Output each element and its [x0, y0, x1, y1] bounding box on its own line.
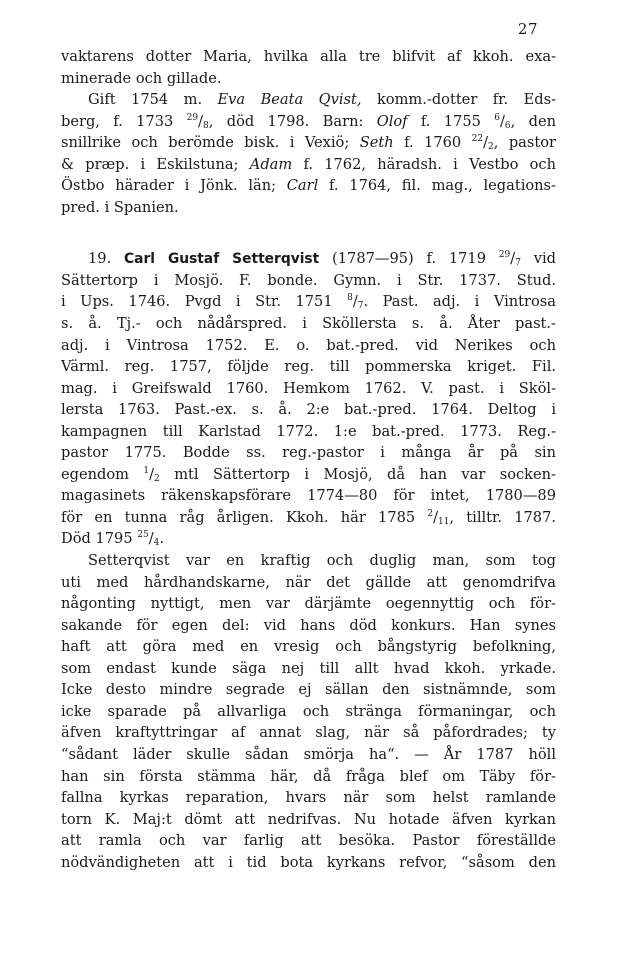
text-line: lersta 1763. Past.-ex. s. å. 2:e bat.-pred. 1764. Deltog i — [61, 401, 556, 419]
text-line: Sättertorp i Mosjö. F. bonde. Gymn. i Str. 1737. Stud. — [61, 271, 556, 289]
text-line: snillrike och berömde bisk. i Vexiö; Seth f. 1760 $^{22}/_2$, pastor — [61, 134, 556, 153]
section-gap — [61, 218, 556, 248]
biography-entry-19 — [61, 248, 556, 550]
text-line: mag. i Greifswald 1760. Hemkom 1762. V. past. i Sköl- — [61, 379, 556, 397]
text-line: Gift 1754 m. Eva Beata Qvist, komm.-dotter fr. Eds- — [88, 91, 556, 109]
entry-name: Carl Gustaf Setterqvist — [124, 251, 320, 268]
page-body — [61, 46, 556, 873]
text-line: uti med hårdhandskarne, när det gällde att genomdrifva — [61, 573, 556, 591]
entry-heading-line: 19. Carl Gustaf Setterqvist (1787—95) f. 1719 $^{29}/_7$ vid — [88, 250, 556, 269]
text-line: berg, f. 1733 $^{29}/_8$, död 1798. Barn: Olof f. 1755 $^6/_6$, den — [61, 112, 556, 131]
text-line: Icke desto mindre segrade ej sällan den sistnämnde, som — [61, 681, 556, 699]
text-line: kampagnen till Karlstad 1772. 1:e bat.-pred. 1773. Reg.- — [61, 422, 556, 440]
text-line: minerade och gillade. — [61, 69, 222, 87]
child-name: Carl — [286, 177, 319, 195]
child-name: Seth — [359, 134, 394, 152]
paragraph-marriage — [61, 89, 556, 218]
text-line: som endast kunde säga nej till allt hvad kkoh. yrkade. — [61, 659, 556, 677]
entry-number: 19. — [88, 250, 125, 268]
text-line: äfven kraftyttringar af annat slag, när så påfordrades; ty — [61, 724, 556, 742]
text-line: fallna kyrkas reparation, hvars när som helst ramlande — [61, 789, 556, 807]
text-line: pastor 1775. Bodde ss. reg.-pastor i många år på sin — [61, 444, 556, 462]
text-line: i Ups. 1746. Pvgd i Str. 1751 $^8/_7$. Past. adj. i Vintrosa — [61, 293, 556, 312]
text-line: någonting nyttigt, men var därjämte oegennyttig och för- — [61, 595, 556, 613]
child-name: Adam — [249, 155, 293, 173]
text-line: torn K. Maj:t dömt att nedrifvas. Nu hotade äfven kyrkan — [61, 810, 556, 828]
text-line: Östbo härader i Jönk. län; Carl f. 1764, fil. mag., legations- — [61, 177, 556, 195]
text-line: sakande för egen del: vid hans död konkurs. Han synes — [61, 616, 556, 634]
text-line: för en tunna råg årligen. Kkoh. här 1785 $^2/_{11}$, tilltr. 1787. — [61, 508, 556, 527]
text-line: han sin första stämma här, då fråga blef om Täby för- — [61, 767, 556, 785]
text-line: “sådant läder skulle sådan smörja ha“. — År 1787 höll — [61, 745, 556, 763]
text-line: & præp. i Eskilstuna; Adam f. 1762, häradsh. i Vestbo och — [61, 155, 556, 173]
text-line: haft att göra med en vresig och bångstyrig befolkning, — [61, 638, 556, 656]
child-name: Olof — [376, 112, 408, 130]
paragraph-character — [61, 550, 556, 873]
paragraph-continuation — [61, 46, 556, 89]
text-line: pred. i Spanien. — [61, 198, 179, 216]
wife-name: Eva Beata Qvist, — [217, 91, 362, 109]
text-line: Setterqvist var en kraftig och duglig man, som tog — [88, 552, 556, 570]
page-number: 27 — [517, 20, 538, 38]
text-line: icke sparade på allvarliga och stränga förmaningar, och — [61, 702, 556, 720]
text-line: egendom $^1/_2$ mtl Sättertorp i Mosjö, då han var socken- — [61, 465, 556, 484]
text-line: vaktarens dotter Maria, hvilka alla tre blifvit af kkoh. exa- — [61, 48, 556, 65]
text-line: nödvändigheten att i tid bota kyrkans refvor, “såsom den — [61, 853, 556, 871]
text-line: adj. i Vintrosa 1752. E. o. bat.-pred. vid Nerikes och — [61, 336, 556, 354]
text-line: att ramla och var farlig att besöka. Pastor föreställde — [61, 832, 556, 850]
text-line: Död 1795 $^{25}/_4$. — [61, 530, 164, 549]
text-line: s. å. Tj.- och nådårspred. i Sköllersta s. å. Åter past.- — [61, 315, 556, 333]
text-line: Värml. reg. 1757, följde reg. till pommerska kriget. Fil. — [61, 358, 556, 376]
text-line: magasinets räkenskapsförare 1774—80 för intet, 1780—89 — [61, 487, 556, 505]
